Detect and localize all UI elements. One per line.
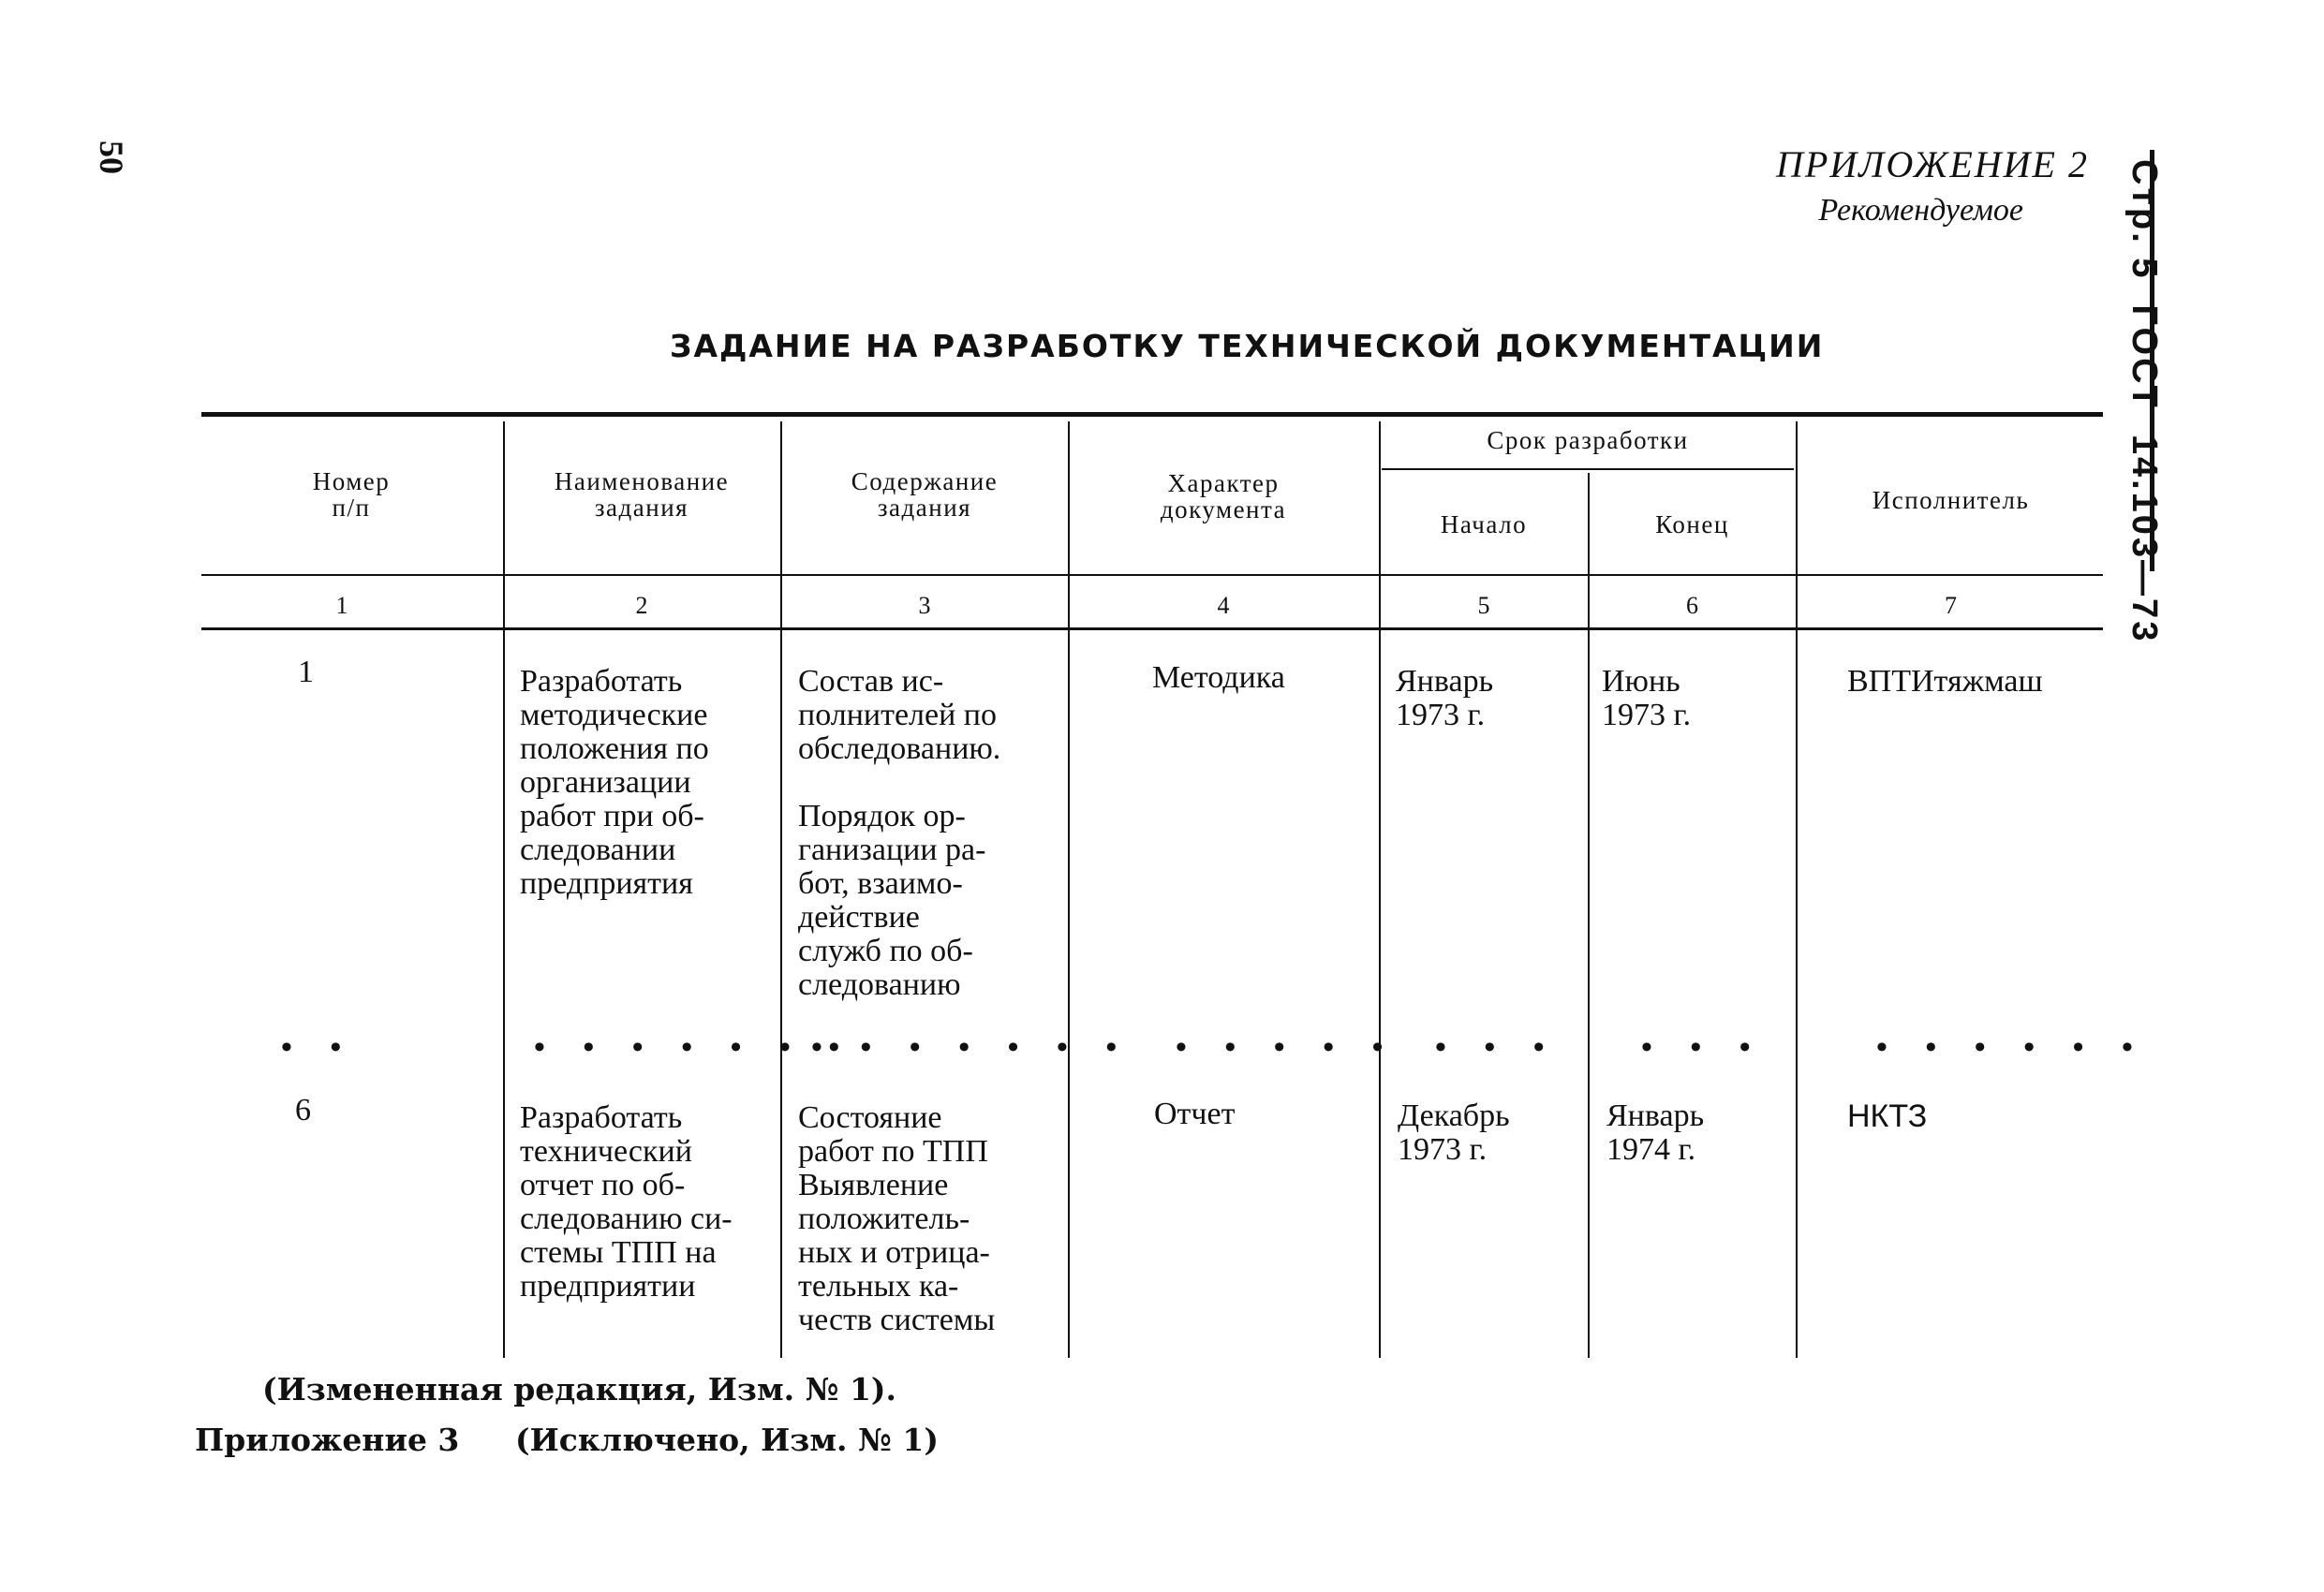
row6-start: Декабрь 1973 г.	[1398, 1098, 1510, 1167]
ellipsis-col2: • • • • • • •	[534, 1030, 855, 1065]
appendix3-label: Приложение 3	[195, 1422, 460, 1458]
row6-end: Январь 1974 г.	[1606, 1098, 1705, 1167]
row1-start: Январь 1973 г.	[1396, 664, 1494, 732]
column-number-7: 7	[1945, 592, 1957, 619]
appendix-status: Рекомендуемое	[1818, 193, 2023, 228]
col-divider-1	[503, 421, 505, 1358]
row1-number: 1	[298, 655, 314, 689]
appendix3-status: (Исключено, Изм. № 1)	[515, 1422, 939, 1458]
col-divider-3	[1068, 421, 1070, 1358]
period-sub-rule	[1382, 468, 1794, 470]
page-number: 50	[93, 140, 130, 174]
header-development-period: Срок разработки	[1487, 426, 1689, 454]
row1-executor: ВПТИтяжмаш	[1847, 664, 2043, 699]
header-bottom-rule	[201, 574, 2103, 576]
colnum-bottom-rule	[201, 627, 2103, 630]
side-standard-label	[2124, 159, 2164, 668]
ellipsis-col6: • • •	[1641, 1030, 1766, 1065]
side-page-label: Стр. 5	[2124, 159, 2164, 281]
ellipsis-col5: • • •	[1435, 1030, 1560, 1065]
row6-number: 6	[295, 1093, 311, 1128]
header-executor: Исполнитель	[1872, 486, 2030, 514]
column-number-3: 3	[918, 592, 931, 619]
revision-note: (Измененная редакция, Изм. № 1).	[262, 1371, 897, 1408]
col-divider-6	[1796, 421, 1798, 1358]
row6-task-name: Разработать технический отчет по об- следованию си- стемы ТПП на предприятии	[520, 1100, 733, 1304]
column-number-1: 1	[335, 592, 348, 619]
column-number-5: 5	[1477, 592, 1490, 619]
header-number: Номер п/п	[312, 467, 391, 522]
header-task-content: Содержание задания	[851, 467, 999, 522]
table-top-rule	[201, 412, 2103, 417]
ellipsis-col1: • •	[281, 1030, 357, 1065]
ellipsis-col4: • • • • •	[1176, 1030, 1399, 1065]
ellipsis-col3: • • • • • • •	[811, 1030, 1132, 1065]
header-end: Конец	[1655, 510, 1729, 538]
column-number-4: 4	[1217, 592, 1230, 619]
column-number-2: 2	[635, 592, 648, 619]
row6-executor: НКТЗ	[1847, 1098, 1928, 1134]
row6-task-content: Состояние работ по ТПП Выявление положитель- ных и отрица- тельных ка- честв системы	[798, 1100, 996, 1337]
col-divider-4	[1379, 421, 1381, 1358]
row1-task-name: Разработать методические положения по организации работ при об- следовании предприятия	[520, 664, 709, 901]
row6-document-type: Отчет	[1154, 1097, 1236, 1131]
row1-end: Июнь 1973 г.	[1602, 664, 1692, 732]
document-title: ЗАДАНИЕ НА РАЗРАБОТКУ ТЕХНИЧЕСКОЙ ДОКУМЕНТАЦИИ	[670, 328, 1825, 364]
col-divider-2	[780, 421, 782, 1358]
side-gost-number: 14.103—73	[2124, 434, 2164, 644]
appendix-title: ПРИЛОЖЕНИЕ 2	[1776, 143, 2089, 185]
header-task-name: Наименование задания	[554, 467, 730, 522]
row1-task-content: Состав ис- полнителей по обследованию. Порядок ор- ганизации ра- бот, взаимо- действие служб по об- следованию	[798, 664, 1001, 1002]
side-gost-label: ГОСТ	[2124, 304, 2164, 410]
ellipsis-col7: • • • • • •	[1876, 1030, 2148, 1065]
header-start: Начало	[1440, 510, 1528, 538]
col-divider-5	[1588, 473, 1590, 1358]
column-number-6: 6	[1686, 592, 1698, 619]
row1-document-type: Методика	[1152, 660, 1285, 695]
header-document-type: Характер документа	[1160, 469, 1287, 523]
